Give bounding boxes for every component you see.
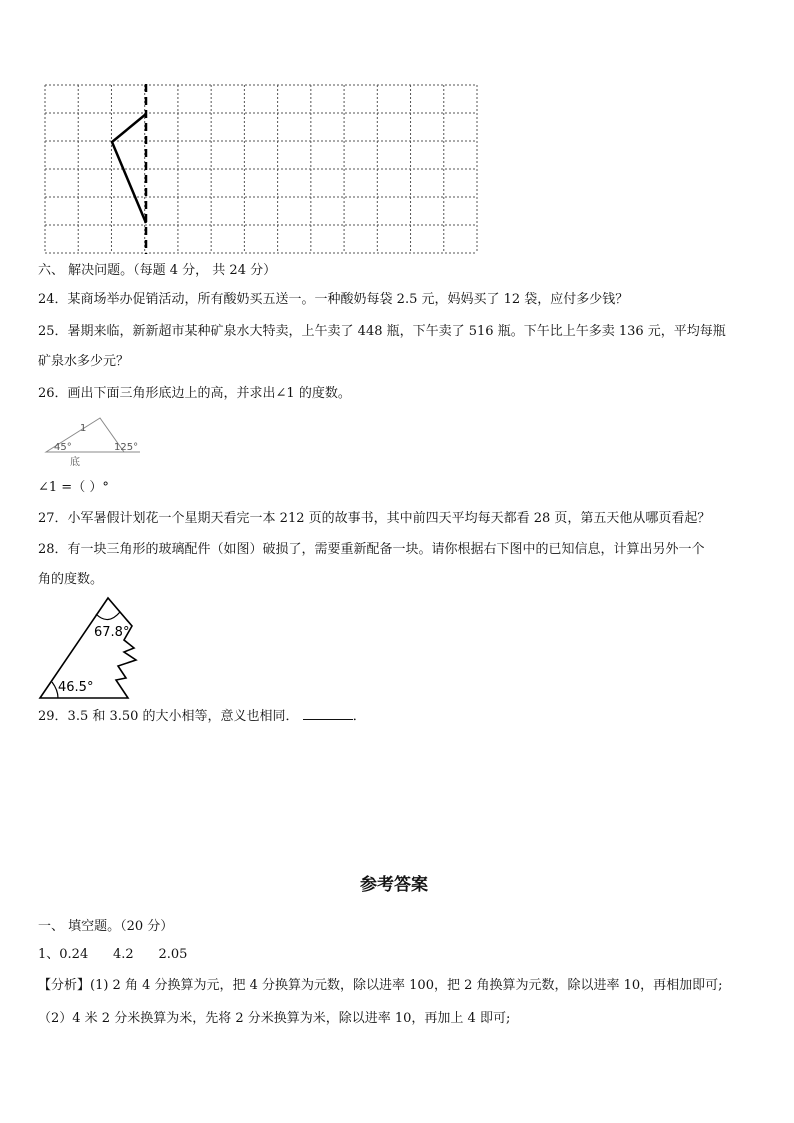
section-6-heading: 六、 解决问题。（每题 4 分， 共 24 分）: [38, 263, 277, 278]
triangle-26-angle-left: 45°: [54, 442, 72, 453]
triangle-26-angle-top: 1: [80, 423, 87, 434]
symmetry-grid-figure: [44, 84, 478, 254]
question-26-answer: ∠1 =（ ）°: [38, 480, 109, 495]
question-28-line-2: 角的度数。: [38, 572, 104, 587]
triangle-26-base-label: 底: [70, 457, 80, 468]
angle-label-top: 67.8°: [94, 625, 130, 640]
angle-label-bottom: 46.5°: [58, 680, 94, 695]
answer-1: 1、0.24 4.2 2.05: [38, 947, 188, 962]
triangle-figure-26: [40, 414, 150, 470]
question-25-line-2: 矿泉水多少元？: [38, 354, 130, 369]
answer-section-1-heading: 一、 填空题。（20 分）: [38, 919, 174, 934]
question-25-line-1: 25．暑期来临，新新超市某种矿泉水大特卖，上午卖了 448 瓶，下午卖了 516 瓶。下午比上午多卖 136 元，平均每瓶: [38, 324, 726, 339]
question-26: 26．画出下面三角形底边上的高，并求出∠1 的度数。: [38, 386, 351, 401]
question-29-period: ．: [352, 709, 366, 724]
question-29: [38, 707, 366, 726]
analysis-line-1: 【分析】(1) 2 角 4 分换算为元，把 4 分换算为元数，除以进率 100，把 2 角换算为元数，除以进率 10，再相加即可;: [38, 978, 723, 993]
question-29-text: 29．3.5 和 3.50 的大小相等，意义也相同．: [38, 709, 299, 724]
question-27: 27．小军暑假计划花一个星期天看完一本 212 页的故事书，其中前四天平均每天都看 28 页，第五天他从哪页看起？: [38, 511, 711, 526]
analysis-line-2: （2）4 米 2 分米换算为米，先将 2 分米换算为米，除以进率 10，再加上 4 即可;: [38, 1011, 511, 1026]
grid-lines: [45, 85, 477, 253]
answer-blank[interactable]: [303, 707, 353, 720]
question-28-line-1: 28．有一块三角形的玻璃配件（如图）破损了，需要重新配备一块。请你根据右下图中的已知信息，计算出另外一个: [38, 542, 705, 557]
triangle-26-angle-right: 125°: [114, 442, 139, 453]
broken-triangle-figure-28: [36, 596, 168, 702]
answer-key-title: 参考答案: [360, 875, 428, 895]
angle-arc-top: [96, 612, 120, 620]
question-24: 24．某商场举办促销活动，所有酸奶买五送一。一种酸奶每袋 2.5 元，妈妈买了 12 袋，应付多少钱？: [38, 292, 629, 307]
